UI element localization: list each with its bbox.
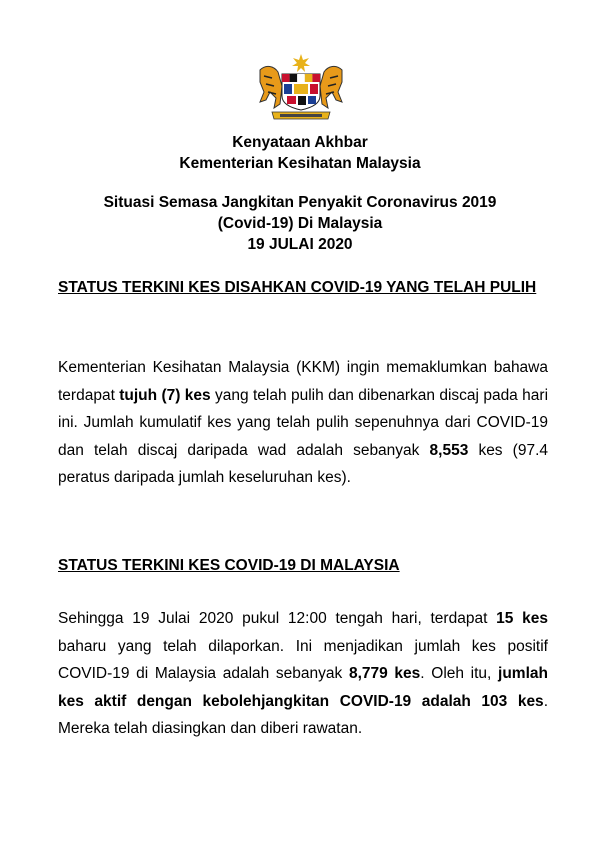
bold-text: 8,553 <box>429 441 469 459</box>
bold-text: 15 kes <box>496 610 548 627</box>
ministry-name: Kementerian Kesihatan Malaysia <box>179 155 421 172</box>
bold-text: jumlah kes aktif dengan kebolehjangkitan COVID-19 adalah 103 kes <box>58 665 548 710</box>
text: Sehingga 19 Julai 2020 pukul 12:00 tengah hari, terdapat <box>58 610 497 627</box>
title-line-2: (Covid-19) Di Malaysia <box>217 215 383 232</box>
text: . Oleh itu, <box>420 665 499 683</box>
document-date: 19 JULAI 2020 <box>247 236 353 253</box>
text: . Mereka telah diasingkan dan diberi rawatan. <box>58 692 548 738</box>
section-heading-malaysia-status: STATUS TERKINI KES COVID-19 DI MALAYSIA <box>58 557 400 574</box>
bold-text: tujuh (7) kes <box>119 386 211 404</box>
malaysia-coat-of-arms-logo <box>254 52 348 122</box>
text: baharu yang telah dilaporkan. Ini menjadikan jumlah kes positif COVID-19 di Malaysia adalah sebanyak <box>58 637 548 683</box>
text: yang telah pulih dan dibenarkan discaj pada hari ini. Jumlah kumulatif kes yang telah pulih sepenuhnya dari COVID-19 dan telah discaj daripada wad adalah sebanyak <box>58 386 549 459</box>
paragraph-recovered <box>58 354 548 492</box>
text: kes (97.4 peratus daripada jumlah keseluruhan kes). <box>58 441 548 487</box>
title-line-1: Situasi Semasa Jangkitan Penyakit Coronavirus 2019 <box>103 194 497 211</box>
paragraph-malaysia-status <box>58 605 548 743</box>
press-release-label: Kenyataan Akhbar <box>232 134 368 151</box>
document-title <box>0 192 600 255</box>
bold-text: 8,779 kes <box>348 665 421 683</box>
section-heading-recovered: STATUS TERKINI KES DISAHKAN COVID-19 YANG TELAH PULIH <box>58 279 537 296</box>
text: Kementerian Kesihatan Malaysia (KKM) ingin memaklumkan bahawa terdapat <box>58 359 548 404</box>
press-release-header <box>0 132 600 174</box>
